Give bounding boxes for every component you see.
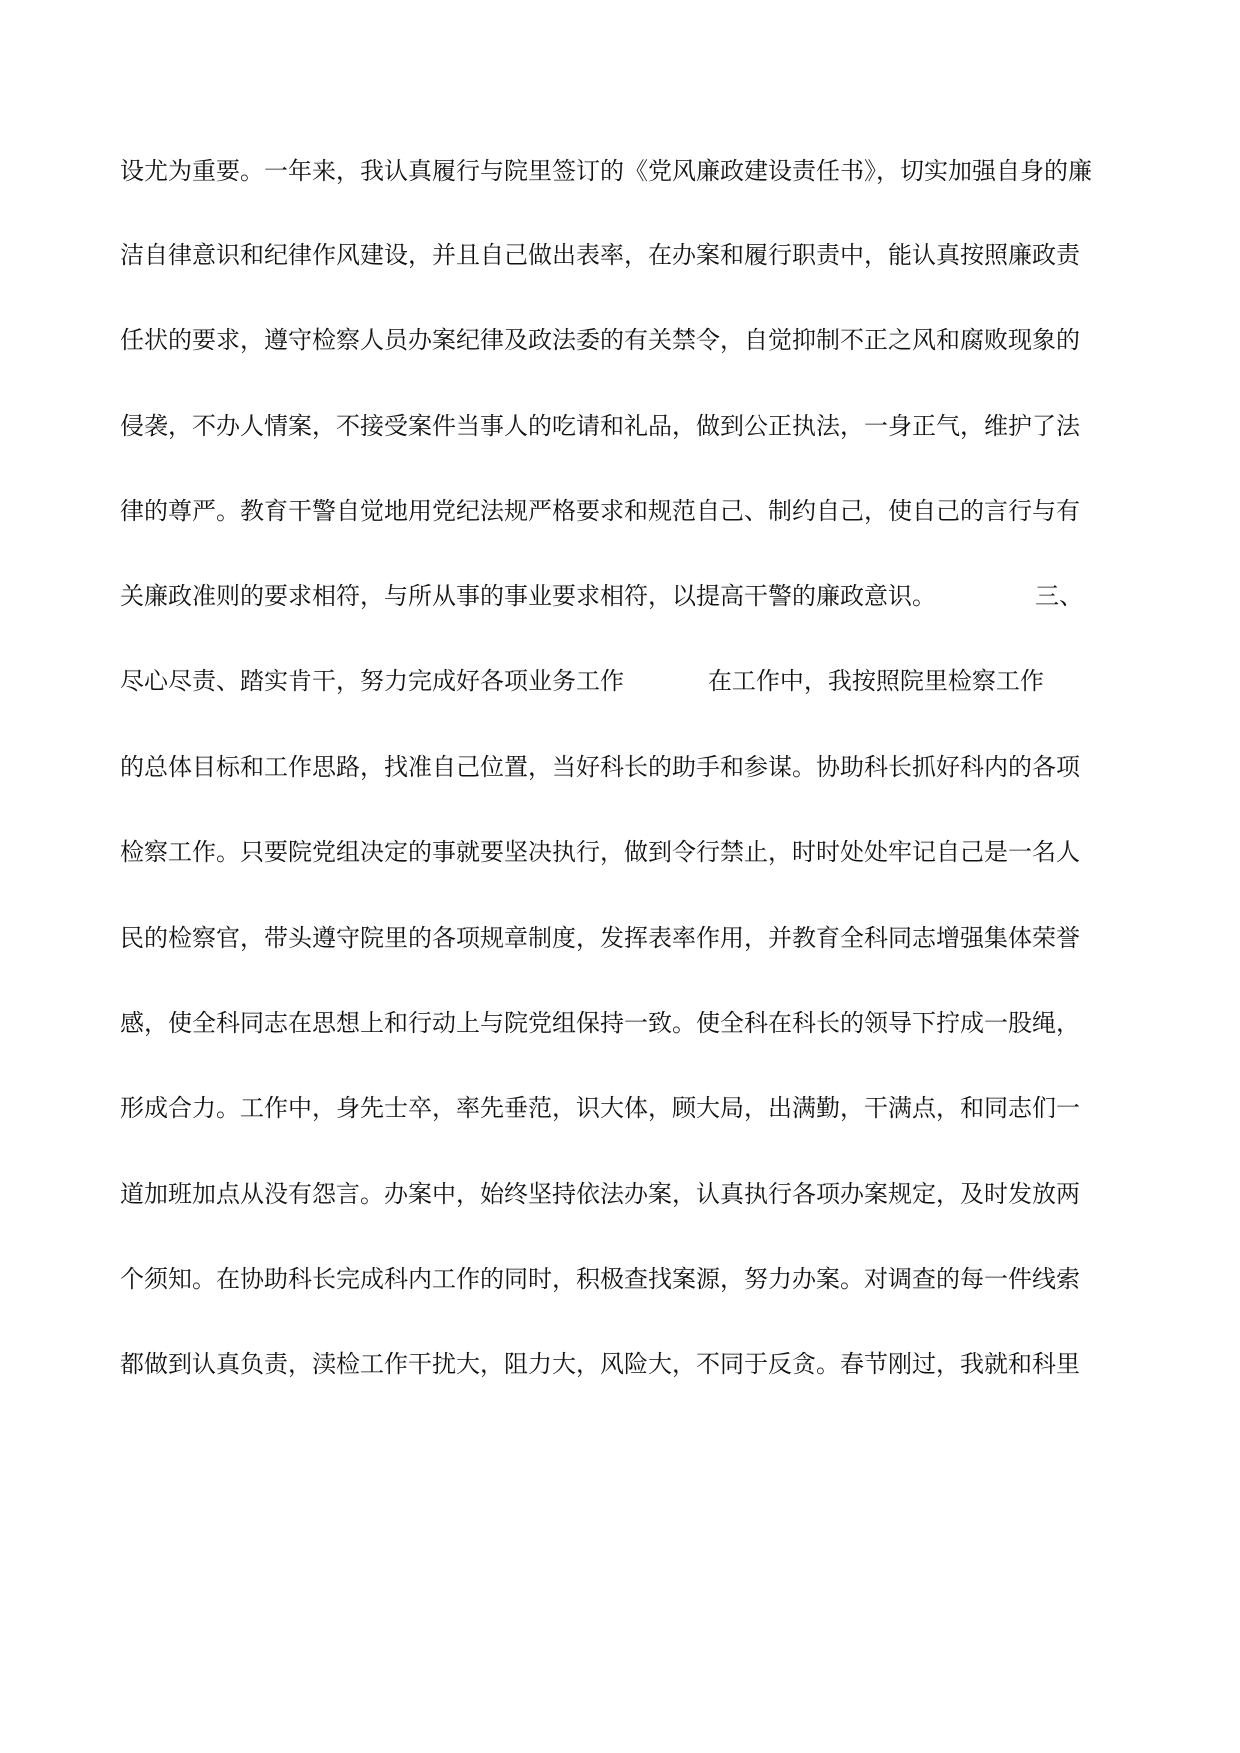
text-line-2: 洁自律意识和纪律作风建设，并且自己做出表率，在办案和履行职责中，能认真按照廉政责 xyxy=(120,241,1080,269)
text-line-1: 设尤为重要。一年来，我认真履行与院里签订的《党风廉政建设责任书》，切实加强自身的廉 xyxy=(120,157,1092,185)
text-line-12: 形成合力。工作中，身先士卒，率先垂范，识大体，顾大局，出满勤，干满点，和同志们一 xyxy=(120,1094,1080,1122)
text-line-7: 尽心尽责、踏实肯干，努力完成好各项业务工作 在工作中，我按照院里检察工作 xyxy=(120,667,1044,695)
text-line-10: 民的检察官，带头遵守院里的各项规章制度，发挥表率作用，并教育全科同志增强集体荣誉 xyxy=(120,924,1080,952)
text-line-13: 道加班加点从没有怨言。办案中，始终坚持依法办案，认真执行各项办案规定，及时发放两 xyxy=(120,1180,1080,1208)
text-line-8: 的总体目标和工作思路，找准自己位置，当好科长的助手和参谋。协助科长抓好科内的各项 xyxy=(120,753,1080,781)
text-line-11: 感，使全科同志在思想上和行动上与院党组保持一致。使全科在科长的领导下拧成一股绳， xyxy=(120,1009,1080,1037)
text-line-5: 律的尊严。教育干警自觉地用党纪法规严格要求和规范自己、制约自己，使自己的言行与有 xyxy=(120,497,1080,525)
text-line-6: 关廉政准则的要求相符，与所从事的事业要求相符，以提高干警的廉政意识。 三、 xyxy=(120,582,1084,610)
text-line-15: 都做到认真负责，渎检工作干扰大，阻力大，风险大，不同于反贪。春节刚过，我就和科里 xyxy=(120,1350,1080,1378)
text-line-9: 检察工作。只要院党组决定的事就要坚决执行，做到令行禁止，时时处处牢记自己是一名人 xyxy=(120,838,1080,866)
text-line-14: 个须知。在协助科长完成科内工作的同时，积极查找案源，努力办案。对调查的每一件线索 xyxy=(120,1265,1080,1293)
text-line-4: 侵袭，不办人情案，不接受案件当事人的吃请和礼品，做到公正执法，一身正气，维护了法 xyxy=(120,412,1080,440)
text-line-3: 任状的要求，遵守检察人员办案纪律及政法委的有关禁令，自觉抑制不正之风和腐败现象的 xyxy=(120,326,1080,354)
